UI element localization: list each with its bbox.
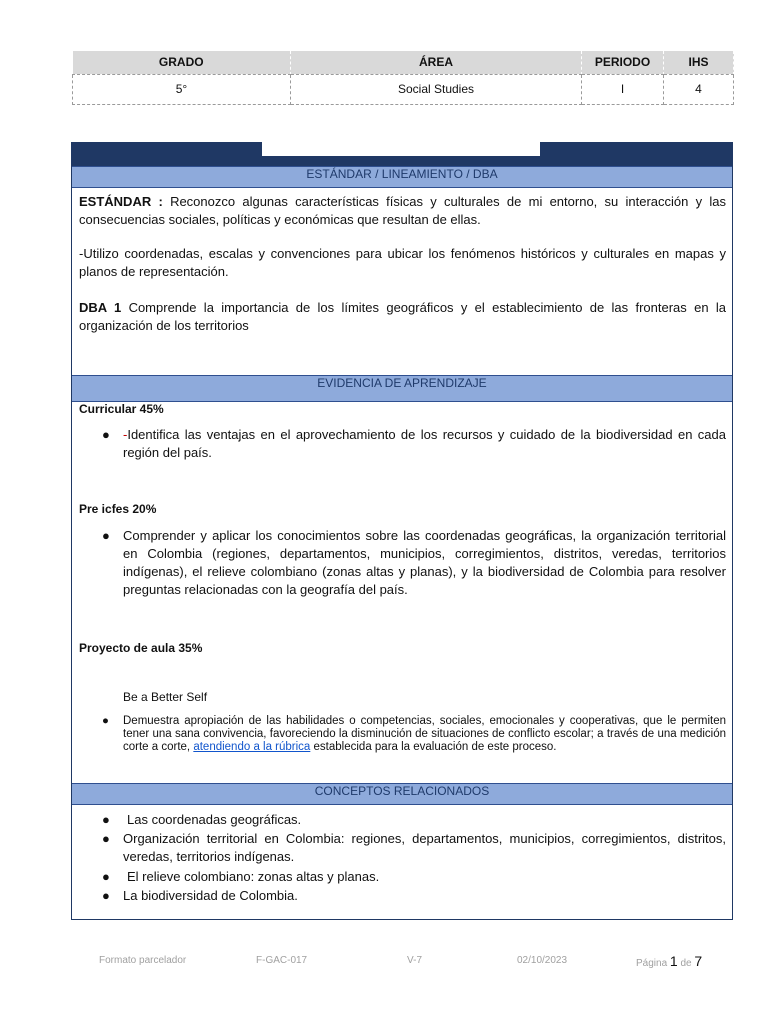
value-grado: 5°: [73, 74, 291, 104]
header-ihs: IHS: [664, 51, 734, 74]
concepto-item: El relieve colombiano: zonas altas y planas.: [127, 869, 380, 884]
concepto-item: Las coordenadas geográficas.: [127, 812, 302, 827]
bullet-icon: ●: [102, 715, 109, 727]
section-evidencia-title: EVIDENCIA DE APRENDIZAJE: [72, 375, 732, 402]
coordenadas-paragraph: -Utilizo coordenadas, escalas y convenciones para ubicar los fenómenos históricos y culturales en mapas y planos de representación.: [79, 246, 726, 279]
page-of: de: [680, 958, 692, 969]
section-conceptos-title: CONCEPTOS RELACIONADOS: [72, 783, 732, 805]
bullet-icon: ●: [102, 831, 110, 846]
estandar-paragraph: [79, 193, 726, 229]
bullet-icon: ●: [102, 812, 110, 827]
curricular-item: [123, 426, 726, 462]
curricular-item-text: Identifica las ventajas en el aprovechamiento de los recursos y cuidado de la biodiversidad en cada región del país.: [123, 427, 726, 460]
plan-box: [71, 166, 733, 920]
page-total: 7: [694, 953, 703, 969]
proyecto-item-before: Demuestra apropiación de las habilidades o competencias, sociales, emocionales y cooperativas, que le permiten tener una sana convivencia, favoreciendo la disminución de situaciones de conflicto escolar; a través de una medición corte a corte,: [123, 715, 726, 753]
value-ihs: 4: [664, 74, 734, 104]
header-periodo: PERIODO: [582, 51, 664, 74]
estandar-text: Reconozco algunas características físicas y culturales de mi entorno, su interacción y las consecuencias sociales, políticas y económicas que resultan de ellas.: [79, 194, 726, 227]
footer-date: 02/10/2023: [517, 955, 568, 966]
header-area: ÁREA: [291, 51, 582, 74]
values-row: [73, 74, 734, 104]
bullet-icon: ●: [102, 869, 110, 884]
header-grado: GRADO: [73, 51, 291, 74]
concepto-item: Organización territorial en Colombia: regiones, departamentos, municipios, corregimientos, distritos, veredas, territorios indígenas.: [123, 831, 726, 864]
footer-code: F-GAC-017: [256, 955, 308, 966]
header-table: [72, 51, 734, 105]
bullet-icon: ●: [102, 528, 110, 543]
header-row: [73, 51, 734, 74]
dba-paragraph: [79, 299, 726, 335]
bullet-icon: ●: [102, 427, 110, 442]
footer-page-number: [636, 953, 702, 969]
page-label: Página: [636, 958, 668, 969]
value-periodo: I: [582, 74, 664, 104]
bullet-icon: ●: [102, 888, 110, 903]
dba-label: DBA 1: [79, 300, 122, 315]
dba-text: Comprende la importancia de los límites geográficos y el establecimiento de las fronteras en la organización de los territorios: [79, 300, 726, 333]
proyecto-subtitle: Be a Better Self: [123, 690, 208, 704]
proyecto-item-after: establecida para la evaluación de este proceso.: [313, 741, 557, 753]
top-band: [71, 142, 733, 166]
preicfes-label: Pre icfes 20%: [79, 502, 157, 516]
proyecto-item: [123, 715, 726, 754]
page-current: 1: [669, 953, 678, 969]
top-band-gap: [262, 142, 540, 156]
proyecto-label: Proyecto de aula 35%: [79, 641, 203, 655]
curricular-dash: -: [123, 427, 128, 442]
concepto-item: La biodiversidad de Colombia.: [123, 888, 298, 903]
footer-version: V-7: [407, 955, 423, 966]
preicfes-item: Comprender y aplicar los conocimientos sobre las coordenadas geográficas, la organización territorial en Colombia (regiones, departamentos, municipios, corregimientos, distritos, veredas, territorios indígenas), el relieve colombiano (zonas altas y planas), y la biodiversidad de Colombia para resolver preguntas relacionadas con la geografía del país.: [123, 528, 726, 597]
estandar-label: ESTÁNDAR :: [79, 194, 163, 209]
section-estandar-title: ESTÁNDAR / LINEAMIENTO / DBA: [72, 166, 732, 188]
rubrica-link[interactable]: atendiendo a la rúbrica: [193, 741, 311, 753]
footer-format: Formato parcelador: [99, 955, 187, 966]
curricular-label: Curricular 45%: [79, 402, 164, 416]
value-area: Social Studies: [291, 74, 582, 104]
